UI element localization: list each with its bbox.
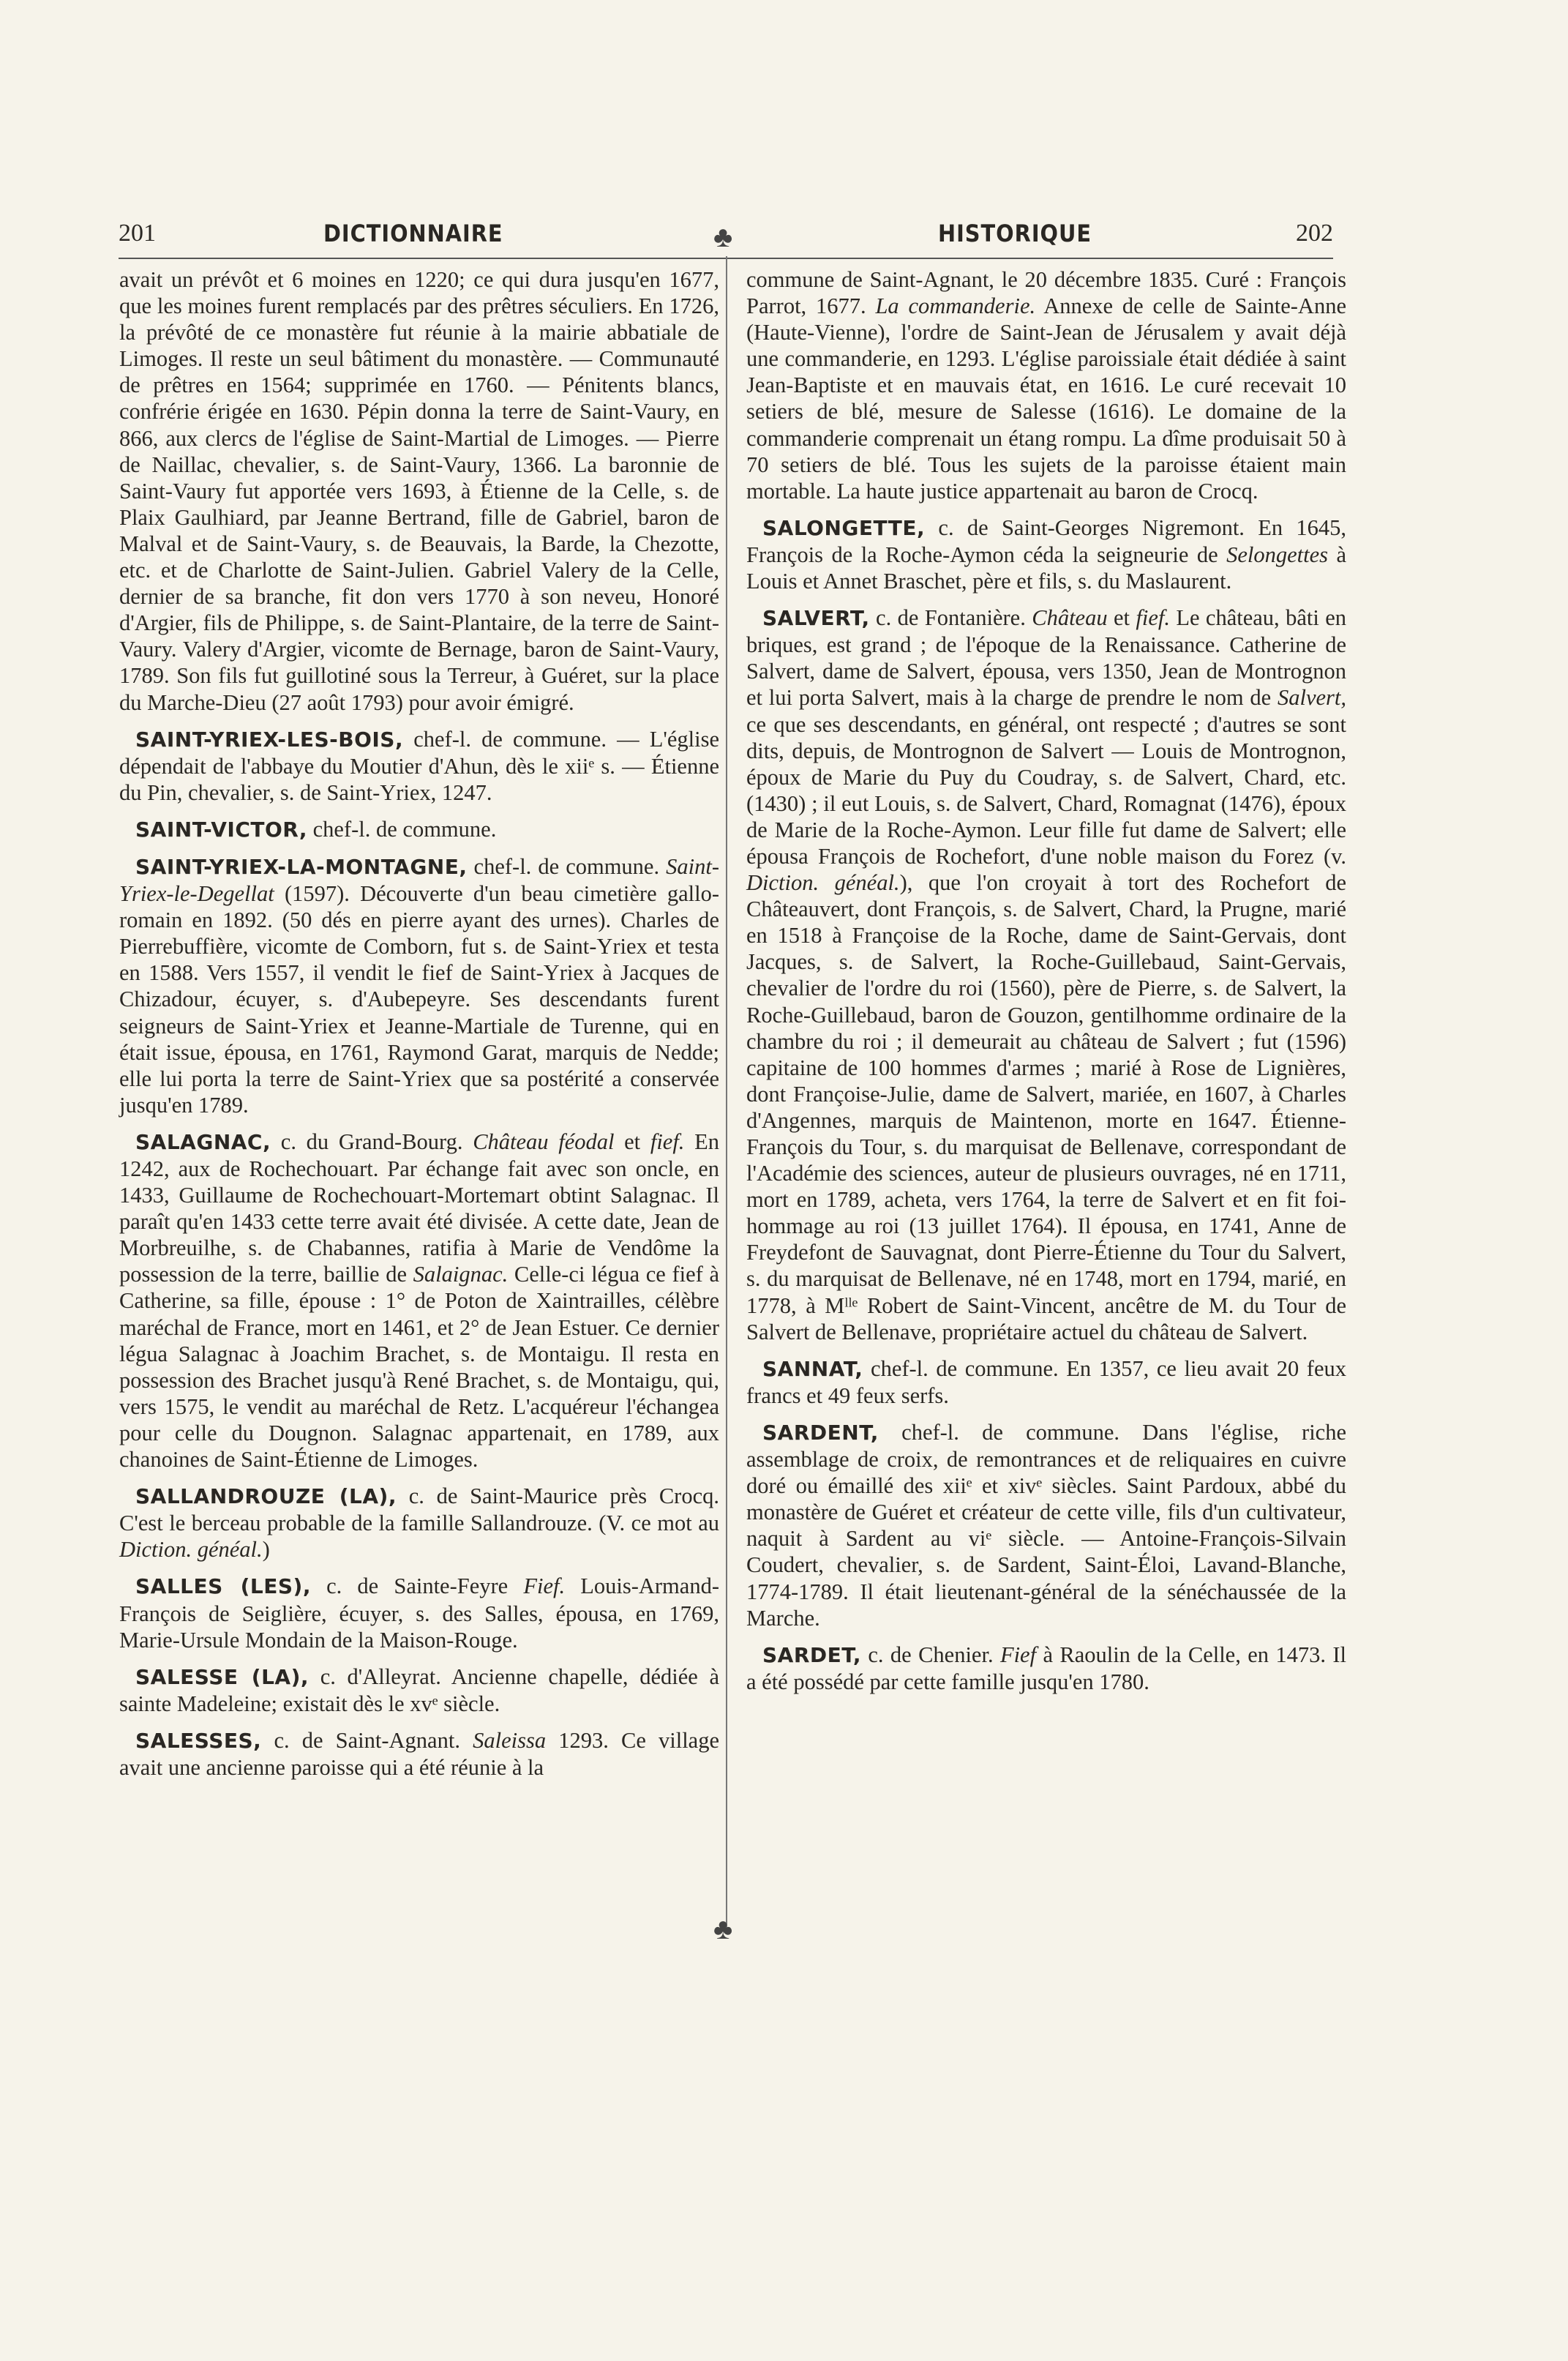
entry-sallandrouze: [119, 1483, 719, 1563]
entry-text: commune de Saint-Agnant, le 20 décembre 1835. Curé : François Parrot, 1677.: [746, 267, 1346, 319]
right-running-title: HISTORIQUE: [938, 220, 1092, 247]
entry-text: ), que l'on croyait à tort des Rochefort de Châteauvert, dont François, s. de Salvert, Chard, la Prugne, marié en 1518 à Françoise de la Roche, dame de Saint-Gervais, dont Jacques, s. de Salvert, la Roche-Guillebaud, Saint-Gervais, chevalier de l'ordre du roi (1560), père de Pierre, s. de Salvert, la Roche-Guillebaud, baron de Gouzon, gentilhomme ordinaire de la chambre du roi ; il demeurait au château de Salvert ; fut (1596) capitaine de 100 hommes d'armes ; marié à Rose de Lignières, dont Françoise-Julie, dame de Salvert, mariée, en 1607, à Charles d'Angennes, marquis de Maintenon, morte en 1647. Étienne-François du Tour, s. du marquisat de Bellenave, correspondant de l'Académie des sciences, auteur de plusieurs ouvrages, né en 1711, mort en 1789, acheta, vers 1764, la terre de Salvert et en fit foi-hommage au roi (13 juillet 1764). Il épousa, en 1741, Anne de Freydefont de Sauvagnat, dont Pierre-Étienne du Tour du Salvert, s. du marquisat de Bellenave, né en 1748, mort en 1794, marié, en 1778, à Mˡˡᵉ Robert de Saint-Vincent, ancêtre de M. du Tour de Salvert de Bellenave, propriétaire actuel du château de Salvert.: [746, 870, 1346, 1344]
entry-headword: SAINT-YRIEX-LES-BOIS,: [135, 727, 404, 752]
entry-text: c. de Saint-Maurice près Crocq. C'est le berceau probable de la famille Sallandrouze. (V. ce mot au: [119, 1483, 719, 1536]
entry-italic: Diction. généal.: [746, 870, 900, 896]
entry-text: c. du Grand-Bourg.: [271, 1129, 473, 1154]
entry-italic: Saleissa: [473, 1727, 547, 1753]
entry-salagnac: [119, 1129, 719, 1473]
entry-text: c. de Fontanière.: [869, 605, 1032, 631]
entry-headword: SANNAT,: [762, 1356, 863, 1381]
entry-headword: SALAGNAC,: [135, 1129, 271, 1154]
entry-text: 1293. Ce village avait une ancienne paroisse qui a été réunie à la: [119, 1727, 719, 1780]
entry-headword: SAINT-VICTOR,: [135, 817, 308, 842]
column-divider: [726, 256, 727, 1932]
entry-text: En 1242, aux de Rochechouart. Par échange fait avec son oncle, en 1433, Guillaume de Rochechouart-Mortemart obtint Salagnac. Il paraît qu'en 1433 cette terre avait été divisée. A cette date, Jean de Morbreuilhe, s. de Chabannes, ratifia à Marie de Vendôme la possession de la terre, baillie de: [119, 1129, 719, 1287]
fleuron-top-icon: ♣: [713, 220, 733, 253]
entry-text: c. de Saint-Agnant.: [261, 1727, 473, 1753]
entry-text: Louis-Armand-François de Seiglière, écuyer, s. des Salles, épousa, en 1769, Marie-Ursule Mondain de la Maison-Rouge.: [119, 1574, 719, 1653]
entry-text: Annexe de celle de Sainte-Anne (Haute-Vienne), l'ordre de Saint-Jean de Jérusalem y avait déjà une commanderie, en 1293. L'église paroissiale était dédiée à saint Jean-Baptiste et en mauvais état, en 1616. Le curé recevait 10 setiers de blé, mesure de Salesse (1616). Le domaine de la commanderie comprenait un étang rompu. La dîme produisait 50 à 70 setiers de blé. Tous les sujets de la paroisse étaient main mortable. La haute justice appartenait au baron de Crocq.: [746, 293, 1346, 504]
entry-saint-yriex-les-bois: [119, 726, 719, 806]
entry-headword: SALLES (LES),: [135, 1574, 311, 1599]
entry-italic: Diction. généal.: [119, 1537, 263, 1563]
entry-headword: SAINT-YRIEX-LA-MONTAGNE,: [135, 854, 468, 879]
entry-headword: SALONGETTE,: [762, 515, 926, 540]
continued-paragraph: [746, 266, 1346, 504]
entry-saint-yriex-la-montagne: [119, 853, 719, 1118]
entry-text: c. de Chenier.: [861, 1642, 1000, 1667]
entry-text: chef-l. de commune.: [307, 816, 497, 842]
entry-text: chef-l. de commune. — L'église dépendait de l'abbaye du Moutier d'Ahun, dès le xiiᵉ s. — Étienne du Pin, chevalier, s. de Saint-Yriex, 1247.: [119, 726, 719, 805]
left-column: [119, 266, 719, 1781]
entry-salles: [119, 1573, 719, 1653]
entry-text: (1597). Découverte d'un beau cimetière gallo-romain en 1892. (50 dés en pierre ayant des urnes). Charles de Pierrebuffière, vicomte de Comborn, fut s. de Saint-Yriex et testa en 1588. Vers 1557, il vendit le fief de Saint-Yriex à Jacques de Chizadour, écuyer, s. d'Aubepeyre. Ses descendants furent seigneurs de Saint-Yriex et Jeanne-Martiale de Turenne, qui en était issue, épousa, en 1761, Raymond Garat, marquis de Nedde; elle lui porta la terre de Saint-Yriex que sa postérité a conservée jusqu'en 1789.: [119, 881, 719, 1118]
entry-italic: fief.: [1136, 605, 1170, 631]
entry-sardet: [746, 1642, 1346, 1695]
entry-italic: Salvert,: [1277, 685, 1346, 711]
entry-salesse: [119, 1664, 719, 1717]
entry-text: chef-l. de commune.: [467, 853, 667, 879]
entry-headword: SALVERT,: [762, 606, 870, 631]
entry-headword: SALLANDROUZE (LA),: [135, 1484, 397, 1509]
entry-italic: Château féodal: [473, 1129, 615, 1154]
entry-text: Celle-ci légua ce fief à Catherine, sa fille, épouse : 1° de Poton de Xaintrailles, célèbre maréchal de France, mort en 1461, et 2° de Jean Estuer. Ce dernier légua Salagnac à Joachim Brachet, s. de Montaigu. Il resta en possession des Brachet jusqu'à René Brachet, s. de Montaigu, qui, vers 1575, le vendit au maréchal de Retz. L'acquéreur l'échangea pour celle du Dougnon. Salagnac appartenait, en 1789, aux chanoines de Saint-Étienne de Limoges.: [119, 1262, 719, 1473]
entry-salvert: [746, 605, 1346, 1345]
entry-headword: SARDET,: [762, 1642, 862, 1667]
entry-italic: Fief.: [523, 1574, 566, 1599]
right-page-number: 202: [1296, 220, 1333, 247]
entry-italic: Salaignac.: [413, 1262, 509, 1287]
entry-italic: La commanderie.: [875, 293, 1036, 319]
entry-salongette: [746, 515, 1346, 594]
entry-text: à Raoulin de la Celle, en 1473. Il a été possédé par cette famille jusqu'en 1780.: [746, 1642, 1346, 1694]
entry-text: chef-l. de commune. Dans l'église, riche assemblage de croix, de remontrances et de reliquaires en cuivre doré ou émaillé des xiiᵉ et xivᵉ siècles. Saint Pardoux, abbé du monastère de Guéret et créateur de cette ville, fils d'un cultivateur, naquit à Sardent au viᵉ siècle. — Antoine-François-Silvain Coudert, chevalier, s. de Sardent, Saint-Éloi, Lavand-Blanche, 1774-1789. Il était lieutenant-général de la sénéchaussée de la Marche.: [746, 1419, 1346, 1631]
entry-saint-victor: [119, 816, 719, 843]
left-page-number: 201: [119, 220, 156, 247]
entry-text: à Louis et Annet Braschet, père et fils, s. du Maslaurent.: [746, 542, 1346, 594]
entry-headword: SALESSE (LA),: [135, 1664, 310, 1689]
entry-sannat: [746, 1355, 1346, 1409]
left-running-title: DICTIONNAIRE: [323, 220, 503, 247]
entry-text: et: [1107, 605, 1136, 631]
entry-text: et: [614, 1129, 650, 1154]
entry-salesses: [119, 1727, 719, 1781]
entry-text: ): [262, 1537, 270, 1563]
entry-headword: SALESSES,: [135, 1728, 262, 1753]
entry-text: c. d'Alleyrat. Ancienne chapelle, dédiée à sainte Madeleine; existait dès le xvᵉ siècle.: [119, 1664, 719, 1716]
continued-paragraph: avait un prévôt et 6 moines en 1220; ce qui dura jusqu'en 1677, que les moines furent remplacés par des prêtres séculiers. En 1726, la prévôté de ce monastère fut réunie à la mairie abbatiale de Limoges. Il reste un seul bâtiment du monastère. — Communauté de prêtres en 1564; supprimée en 1760. — Pénitents blancs, confrérie érigée en 1630. Pépin donna la terre de Saint-Vaury, en 866, aux clercs de l'église de Saint-Martial de Limoges. — Pierre de Naillac, chevalier, s. de Saint-Vaury, 1366. La baronnie de Saint-Vaury fut apportée vers 1693, à Étienne de la Celle, s. de Plaix Gaulhiard, par Jeanne Bertrand, fille de Gabriel, baron de Malval et de Saint-Vaury, s. de Beauvais, la Barde, la Chezotte, etc. et de Charlotte de Saint-Julien. Gabriel Valery de la Celle, dernier de sa branche, fit don vers 1770 à son neveu, Honoré d'Argier, fils de Philippe, s. de Saint-Plantaire, de la terre de Saint-Vaury. Valery d'Argier, vicomte de Bernage, baron de Saint-Vaury, 1789. Son fils fut guillotiné sous la Terreur, à Guéret, sur la place du Marche-Dieu (27 août 1793) pour avoir émigré.: [119, 267, 719, 715]
entry-headword: SARDENT,: [762, 1420, 879, 1445]
fleuron-bottom-icon: ♣: [713, 1912, 733, 1945]
entry-italic: Château: [1032, 605, 1108, 631]
entry-text: chef-l. de commune. En 1357, ce lieu avait 20 feux francs et 49 feux serfs.: [746, 1355, 1346, 1408]
entry-italic: Selongettes: [1226, 542, 1329, 567]
entry-text: c. de Sainte-Feyre: [310, 1574, 524, 1599]
entry-italic: fief.: [650, 1129, 685, 1154]
entry-text: c. de Saint-Georges Nigremont. En 1645, François de la Roche-Aymon céda la seigneurie de: [746, 515, 1346, 567]
entry-italic: Fief: [999, 1642, 1037, 1667]
entry-text: ce que ses descendants, en général, ont respecté ; d'autres se sont dits, depuis, de Montrognon de Salvert — Louis de Montrognon, époux de Marie du Puy du Coudray, s. de Salvert, Chard, etc. (1430) ; il eut Louis, s. de Salvert, Chard, Romagnat (1476), époux de Marie de la Roche-Aymon. Leur fille fut dame de Salvert; elle épousa François de Rochefort, d'une noble maison du Forez (v.: [746, 711, 1346, 869]
right-column: [746, 266, 1346, 1695]
entry-text: Le château, bâti en briques, est grand ; de l'époque de la Renaissance. Catherine de Salvert, dame de Salvert, épousa, vers 1350, Jean de Montrognon et lui porta Salvert, mais à la charge de prendre le nom de: [746, 605, 1346, 711]
entry-italic: Saint-Yriex-le-Degellat: [119, 853, 719, 907]
entry-sardent: [746, 1419, 1346, 1631]
